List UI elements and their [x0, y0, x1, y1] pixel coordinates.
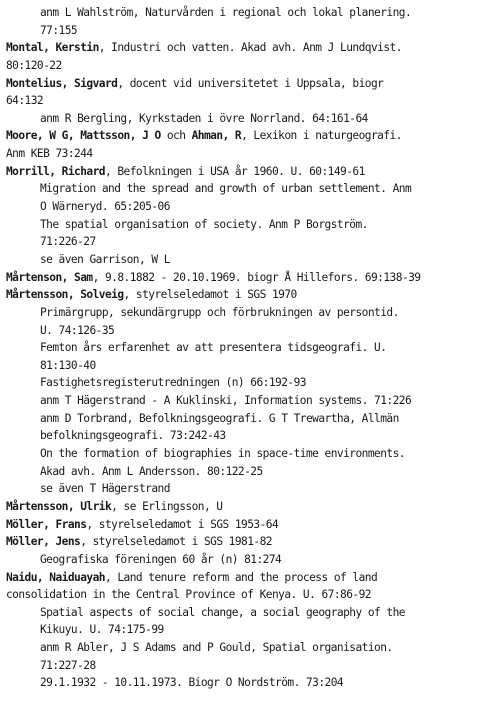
index-entry-line — [6, 551, 500, 569]
entry-text: 29.1.1932 - 10.11.1973. Biogr O Nordström. 73:204 — [40, 676, 344, 690]
index-entry-line — [6, 110, 500, 128]
index-entry-line — [6, 392, 500, 410]
index-entry-line — [6, 445, 500, 463]
index-entry-line — [6, 374, 500, 392]
entry-text: 80:120-22 — [6, 58, 62, 72]
entry-name: Morrill, Richard — [6, 164, 105, 178]
entry-name: Möller, Jens — [6, 535, 81, 549]
entry-text: , styrelseledamot i SGS 1953-64 — [86, 517, 279, 531]
index-entry-line — [6, 639, 500, 657]
entry-text: Akad avh. Anm L Andersson. 80:122-25 — [40, 464, 263, 478]
entry-name: Mårtensson, Solveig — [6, 288, 124, 302]
entry-name: Mårtenson, Sam — [6, 270, 93, 284]
entry-text: anm R Abler, J S Adams and P Gould, Spatial organisation. — [40, 641, 393, 655]
entry-text: Kikuyu. U. 74:175-99 — [40, 623, 164, 637]
entry-text: 64:132 — [6, 94, 44, 108]
index-entry-line — [6, 216, 500, 234]
entry-text: 81:130-40 — [40, 358, 96, 372]
index-entry-line — [6, 463, 500, 481]
index-entry-line — [6, 586, 500, 604]
entry-text: anm L Wahlström, Naturvården i regional och lokal planering. — [40, 6, 412, 19]
entry-text: anm D Torbrand, Befolkningsgeografi. G T Trewartha, Allmän — [40, 411, 399, 425]
entry-text: , docent vid universitetet i Uppsala, biogr — [117, 76, 384, 90]
entry-text: , 9.8.1882 - 20.10.1969. biogr Å Hillefors. 69:138-39 — [92, 270, 421, 284]
entry-text: anm R Bergling, Kyrkstaden i övre Norrland. 64:161-64 — [40, 111, 368, 125]
index-entry-line — [6, 233, 500, 251]
index-entry-line — [6, 322, 500, 340]
index-entry-heading — [6, 498, 500, 516]
index-entry-line — [6, 410, 500, 428]
entry-text: 77:155 — [40, 23, 78, 37]
entry-name: Möller, Frans — [6, 517, 87, 531]
entry-text: Migration and the spread and growth of urban settlement. Anm — [40, 182, 412, 196]
index-entry-heading — [6, 569, 500, 587]
entry-text: O Wärneryd. 65:205-06 — [40, 200, 170, 214]
entry-text: Spatial aspects of social change, a social geography of the — [40, 605, 405, 619]
entry-text: , Industri och vatten. Akad avh. Anm J Lundqvist. — [98, 41, 402, 55]
index-entry-line — [6, 657, 500, 675]
index-entry-heading — [6, 269, 500, 287]
entry-name: Montal, Kerstin — [6, 41, 99, 55]
index-entry-line — [6, 4, 500, 22]
index-entry-line — [6, 145, 500, 163]
entry-name: Naidu, Naiduayah — [6, 570, 105, 584]
index-entry-line — [6, 304, 500, 322]
entry-text: Geografiska föreningen 60 år (n) 81:274 — [40, 552, 282, 566]
entry-text: se även Garrison, W L — [40, 252, 170, 266]
index-entry-line — [6, 92, 500, 110]
index-entry-heading — [6, 163, 500, 181]
index-entry-heading — [6, 533, 500, 551]
index-entry-line — [6, 427, 500, 445]
entry-text: 71:226-27 — [40, 235, 96, 249]
index-entry-line — [6, 180, 500, 198]
entry-text: se även T Hägerstrand — [40, 482, 170, 496]
entry-name: Moore, W G, Mattsson, J O — [6, 129, 161, 143]
entry-text: , styrelseledamot i SGS 1970 — [123, 288, 297, 302]
entry-text: , styrelseledamot i SGS 1981-82 — [80, 535, 272, 549]
entry-text: , Befolkningen i USA år 1960. U. 60:149-61 — [104, 164, 365, 178]
entry-text: , Land tenure reform and the process of land — [104, 570, 378, 584]
index-entry-line — [6, 621, 500, 639]
entry-text: och — [160, 129, 192, 143]
entry-text: , Lexikon i naturgeografi. — [241, 129, 402, 143]
index-entry-heading — [6, 516, 500, 534]
index-entry-line — [6, 357, 500, 375]
entry-name: Montelius, Sigvard — [6, 76, 118, 90]
entry-text: Femton års erfarenhet av att presentera tidsgeografi. U. — [40, 341, 387, 355]
entry-text: , se Erlingsson, U — [111, 499, 223, 513]
index-entry-line — [6, 674, 500, 692]
entry-text: consolidation in the Central Province of Kenya. U. 67:86-92 — [6, 588, 371, 602]
index-entry-line — [6, 339, 500, 357]
index-entry-line — [6, 480, 500, 498]
entry-text: anm T Hägerstrand - A Kuklinski, Information systems. 71:226 — [40, 394, 412, 408]
index-entry-line — [6, 251, 500, 269]
entry-text: Anm KEB 73:244 — [6, 147, 93, 161]
index-entry-heading — [6, 75, 500, 93]
entry-name: Mårtensson, Ulrik — [6, 499, 112, 513]
entry-text: Fastighetsregisterutredningen (n) 66:192-93 — [40, 376, 306, 390]
entry-text: The spatial organisation of society. Anm P Borgström. — [40, 217, 368, 231]
index-entry-line — [6, 604, 500, 622]
entry-text: On the formation of biographies in space-time environments. — [40, 447, 405, 461]
entry-text: Primärgrupp, sekundärgrupp och förbrukningen av persontid. — [40, 305, 399, 319]
index-entry-line — [6, 198, 500, 216]
entry-text: U. 74:126-35 — [40, 323, 115, 337]
entry-text: befolkningsgeografi. 73:242-43 — [40, 429, 226, 443]
index-entry-line — [6, 22, 500, 40]
index-entry-line — [6, 57, 500, 75]
index-entry-heading — [6, 286, 500, 304]
index-entry-heading — [6, 127, 500, 145]
index-entry-heading — [6, 39, 500, 57]
entry-name: Ahman, R — [191, 129, 242, 143]
entry-text: 71:227-28 — [40, 658, 96, 672]
